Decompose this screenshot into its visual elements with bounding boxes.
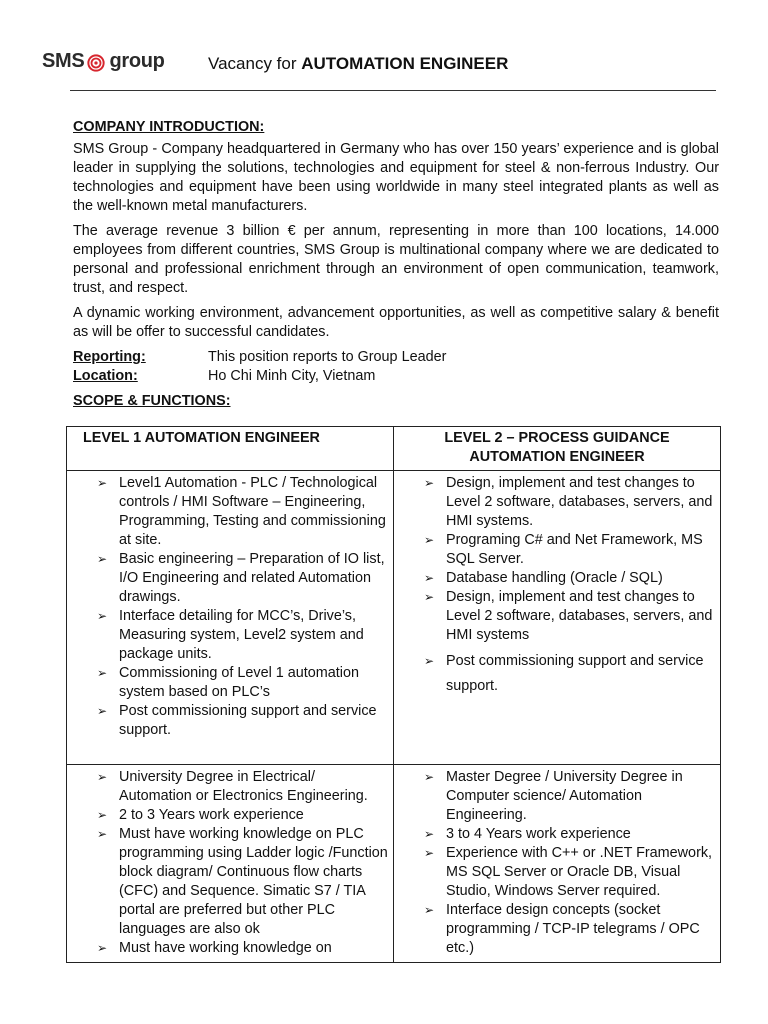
requirements-row: [67, 765, 721, 963]
list-item: ➢ Database handling (Oracle / SQL): [394, 569, 716, 588]
intro-paragraph-3: A dynamic working environment, advancement opportunities, as well as competitive salary & benefit as will be offer to successful candidates.: [73, 305, 719, 340]
level2-requirements-list: [394, 765, 720, 962]
level1-functions-cell: [67, 471, 394, 765]
list-item: ➢ 3 to 4 Years work experience: [394, 825, 716, 844]
page-title: [208, 54, 508, 74]
logo-ring-icon: [87, 54, 105, 72]
sms-group-logo: [42, 50, 165, 73]
list-item: ➢ Experience with C++ or .NET Framework, MS SQL Server or Oracle DB, Visual Studio, Windows Server required.: [394, 844, 716, 901]
logo-text-sms: SMS: [42, 50, 85, 72]
table-header-row: [67, 427, 721, 471]
list-item: ➢ Post commissioning support and service support.: [394, 649, 716, 699]
list-item: ➢ University Degree in Electrical/ Automation or Electronics Engineering.: [67, 768, 389, 806]
level2-requirements-cell: [394, 765, 721, 963]
reporting-label: Reporting:: [73, 349, 146, 365]
col2-header: [394, 427, 720, 470]
logo-text-group: group: [109, 50, 165, 72]
intro-paragraph-1: SMS Group - Company headquartered in Germany who has over 150 years’ experience and is global leader in supplying the solutions, technologies and equipment for steel & non-ferrous Industry. Our technologies and equipment have been using worldwide in many steel integrated plants as well as the well-known metal manufacturers.: [73, 141, 719, 214]
scope-table: [66, 426, 721, 963]
list-item: ➢ Level1 Automation - PLC / Technological controls / HMI Software – Engineering, Programming, Testing and commissioning at site.: [67, 474, 389, 550]
reporting-row: [73, 348, 719, 367]
header-cell-level2: [394, 427, 721, 471]
header-divider: [70, 90, 716, 91]
scope-heading: SCOPE & FUNCTIONS:: [73, 393, 231, 409]
location-value: Ho Chi Minh City, Vietnam: [208, 368, 376, 384]
page-header: [42, 50, 722, 80]
list-item: ➢ Design, implement and test changes to Level 2 software, databases, servers, and HMI systems: [394, 588, 716, 645]
level2-functions-cell: [394, 471, 721, 765]
list-item: ➢ Post commissioning support and service support.: [67, 702, 389, 740]
level1-requirements-cell: [67, 765, 394, 963]
list-item: ➢ Design, implement and test changes to Level 2 software, databases, servers, and HMI systems.: [394, 474, 716, 531]
intro-paragraph-2: The average revenue 3 billion € per annum, representing in more than 100 locations, 14.000 employees from different countries, SMS Group is multinational company where we are dedicated to personal and professional enrichment through an environment of open communication, teamwork, trust, and respect.: [73, 223, 719, 296]
title-job: AUTOMATION ENGINEER: [301, 54, 509, 73]
list-item: ➢ 2 to 3 Years work experience: [67, 806, 389, 825]
level1-functions-list: [67, 471, 393, 744]
title-prefix: Vacancy for: [208, 54, 302, 73]
location-row: [73, 367, 719, 386]
list-item: ➢ Basic engineering – Preparation of IO list, I/O Engineering and related Automation drawings.: [67, 550, 389, 607]
list-item: ➢ Interface detailing for MCC’s, Drive’s, Measuring system, Level2 system and package units.: [67, 607, 389, 664]
level1-requirements-list: [67, 765, 393, 962]
intro-section: [73, 118, 719, 411]
reporting-value: This position reports to Group Leader: [208, 349, 447, 365]
col2-header-line1: LEVEL 2 – PROCESS GUIDANCE: [444, 430, 670, 446]
level2-functions-list: [394, 471, 720, 703]
list-item: ➢ Interface design concepts (socket programming / TCP-IP telegrams / OPC etc.): [394, 901, 716, 958]
col1-header: LEVEL 1 AUTOMATION ENGINEER: [83, 430, 320, 446]
header-cell-level1: [67, 427, 394, 471]
list-item: ➢ Must have working knowledge on: [67, 939, 389, 958]
list-item: ➢ Commissioning of Level 1 automation system based on PLC’s: [67, 664, 389, 702]
functions-row: [67, 471, 721, 765]
list-item: ➢ Must have working knowledge on PLC programming using Ladder logic /Function block diagram/ Continuous flow charts (CFC) and Sequence. Simatic S7 / TIA portal are preferred but other PLC languages are also ok: [67, 825, 389, 939]
intro-heading: COMPANY INTRODUCTION:: [73, 119, 265, 135]
location-label: Location:: [73, 368, 138, 384]
list-item: ➢ Master Degree / University Degree in Computer science/ Automation Engineering.: [394, 768, 716, 825]
col2-header-line2: AUTOMATION ENGINEER: [469, 449, 645, 465]
list-item: ➢ Programing C# and Net Framework, MS SQL Server.: [394, 531, 716, 569]
